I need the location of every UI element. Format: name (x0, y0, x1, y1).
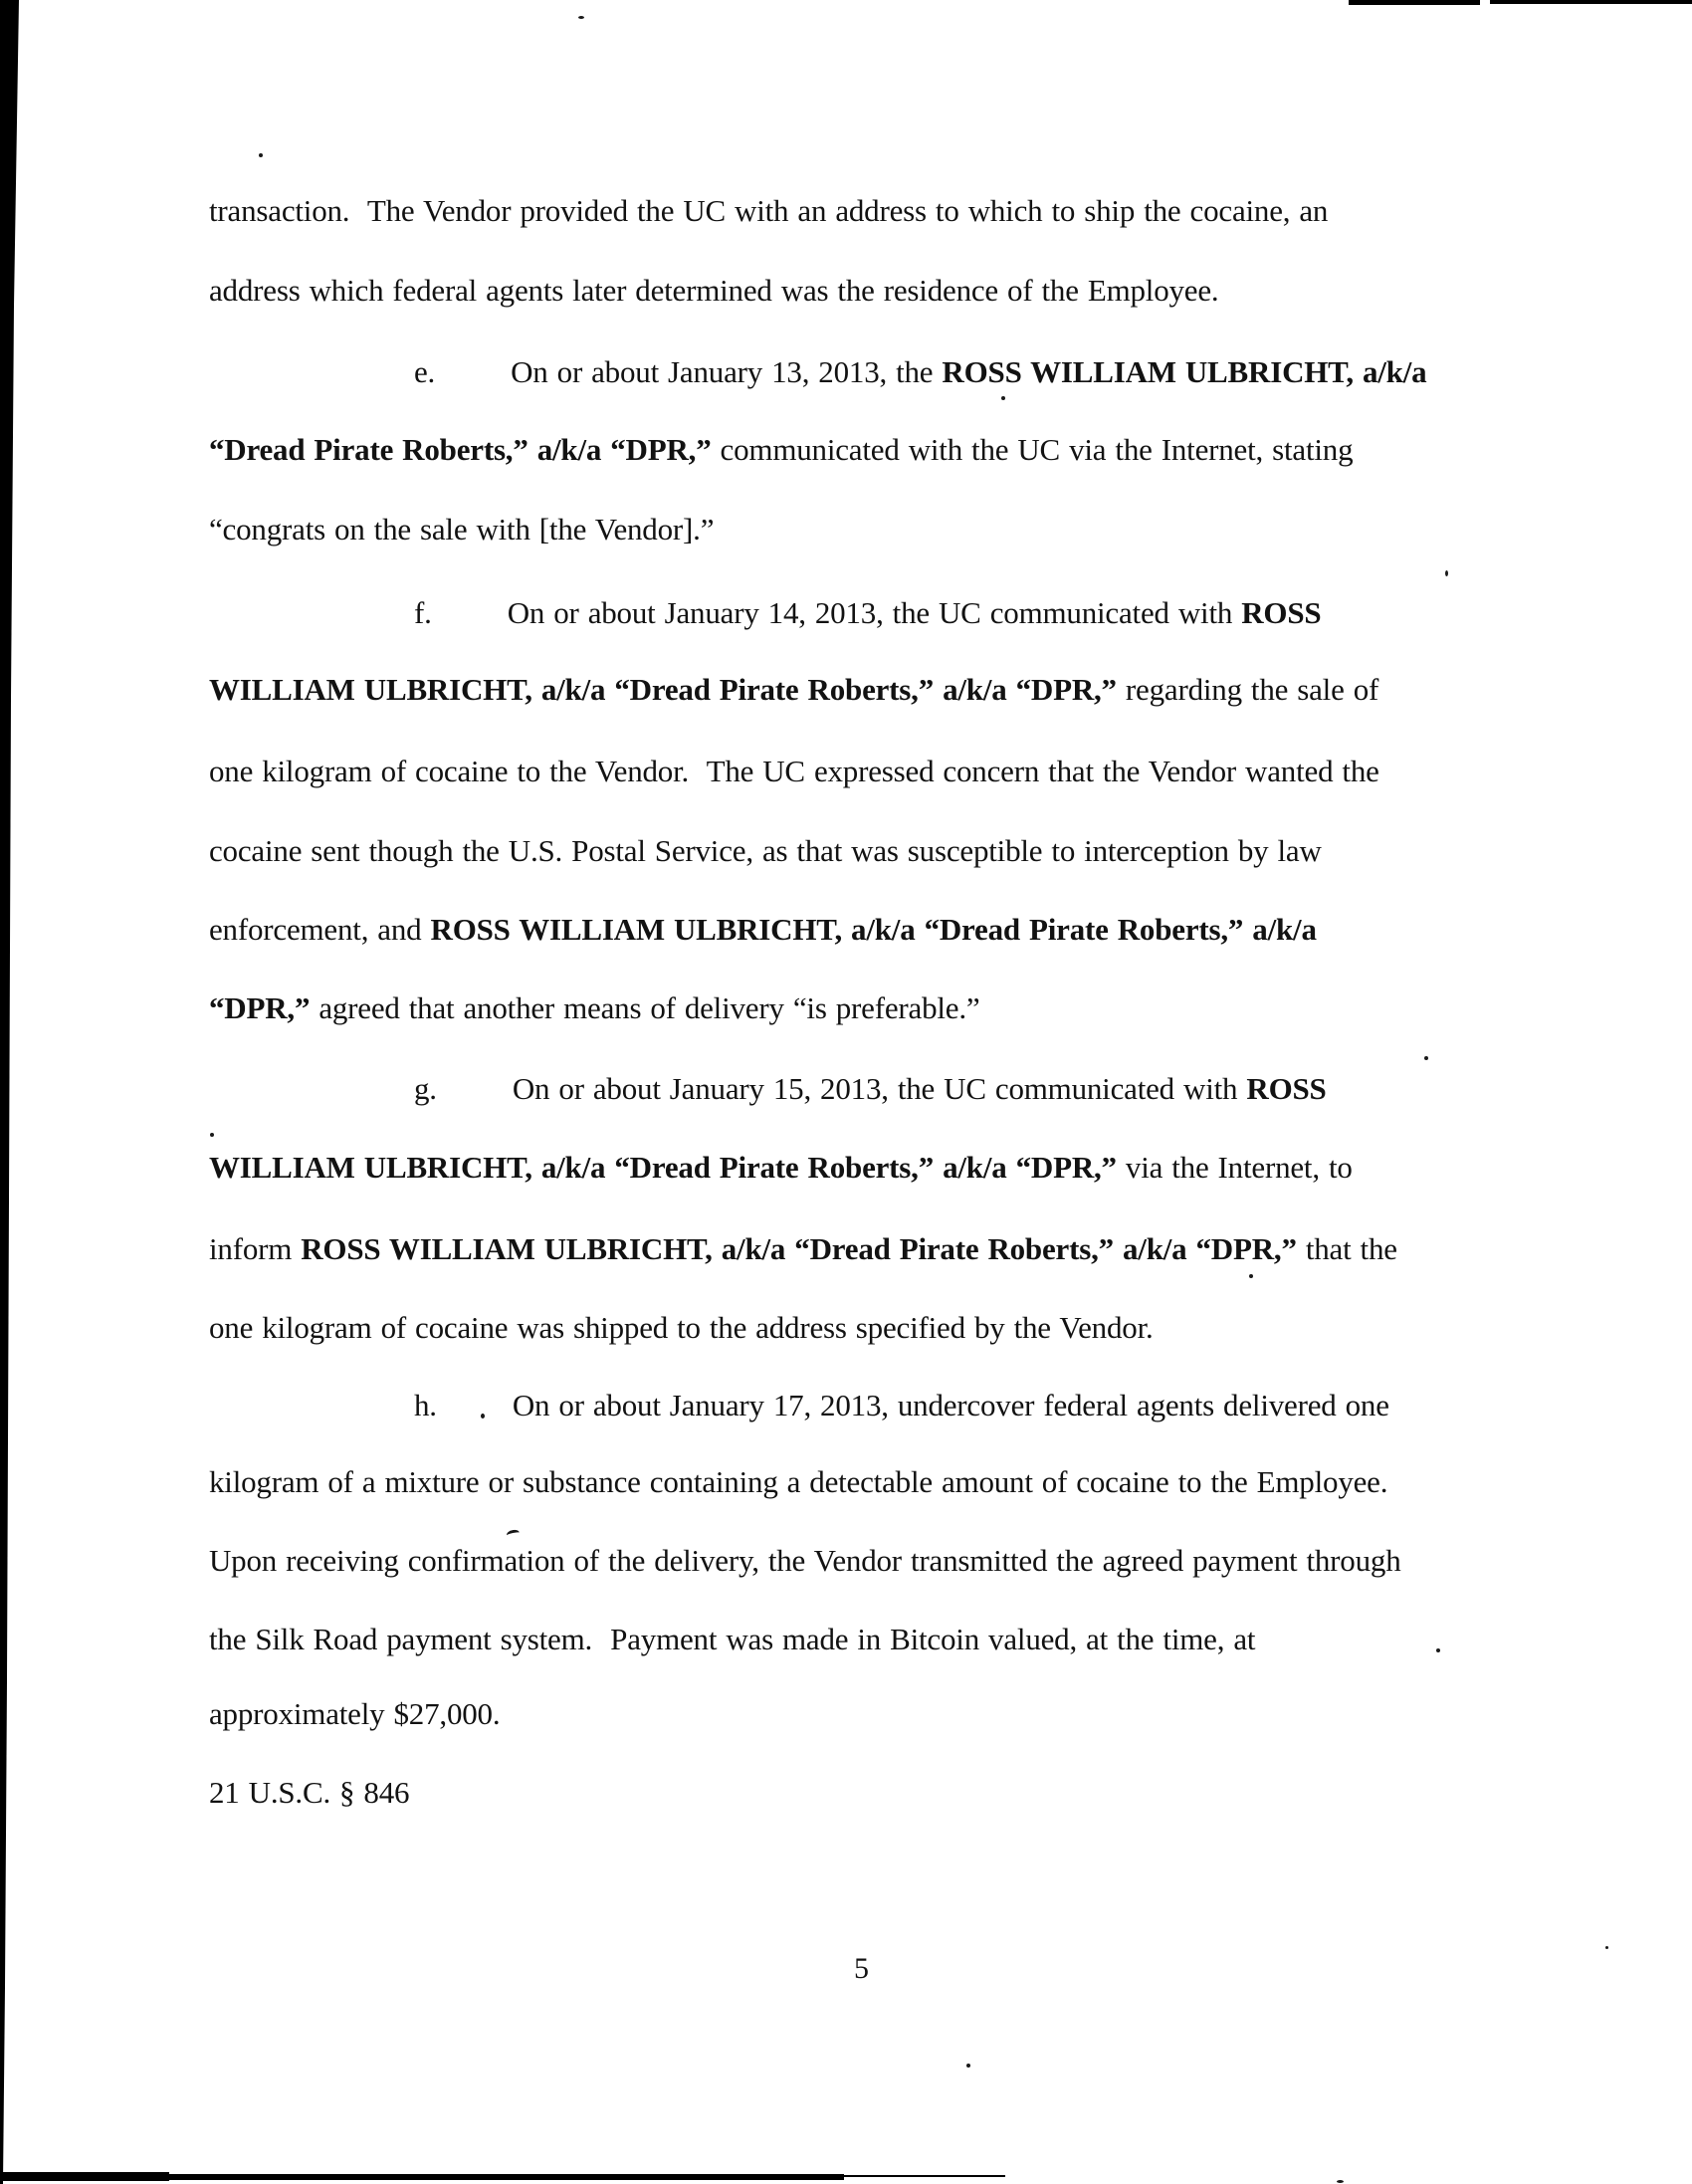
list-letter: f. (414, 595, 432, 630)
document-line-16 (414, 1387, 1389, 1424)
text-run: kilogram of a mixture or substance containing a detectable amount of cocaine to the Employee. (209, 1464, 1388, 1499)
text-run: one kilogram of cocaine was shipped to the address specified by the Vendor. (209, 1310, 1154, 1345)
document-line-18 (209, 1542, 1401, 1580)
scan-speck (210, 1133, 214, 1137)
scan-speck (481, 1414, 485, 1419)
text-run: address which federal agents later determined was the residence of the Employee. (209, 273, 1219, 308)
text-run: “Dread Pirate Roberts,” a/k/a “DPR,” (209, 432, 712, 467)
document-line-1 (209, 192, 1328, 230)
scan-speck (259, 153, 263, 157)
text-run: cocaine sent though the U.S. Postal Service, as that was susceptible to interception by law (209, 833, 1322, 868)
document-line-5 (209, 511, 714, 548)
text-run: ROSS WILLIAM ULBRICHT, a/k/a “Dread Pirate Roberts,” a/k/a (430, 912, 1317, 947)
scan-edge-top-right-bar (1490, 0, 1692, 4)
document-line-12 (414, 1070, 1327, 1108)
text-run: the Silk Road payment system. Payment was made in Bitcoin valued, at the time, at (209, 1622, 1256, 1656)
scan-speck (1605, 1946, 1608, 1949)
text-run: regarding the sale of (1116, 672, 1379, 707)
text-run: 21 U.S.C. § 846 (209, 1775, 410, 1810)
document-line-14 (209, 1230, 1397, 1268)
document-line-2 (209, 272, 1218, 310)
text-run: Upon receiving confirmation of the delivery, the Vendor transmitted the agreed payment through (209, 1543, 1401, 1578)
scan-speck (506, 1529, 520, 1540)
scan-speck (1436, 1648, 1440, 1652)
document-line-13 (209, 1149, 1353, 1187)
scan-speck (1337, 2180, 1344, 2183)
text-run: ROSS WILLIAM ULBRICHT, a/k/a “Dread Pirate Roberts,” a/k/a “DPR,” (301, 1231, 1297, 1266)
text-run: WILLIAM ULBRICHT, a/k/a “Dread Pirate Roberts,” a/k/a “DPR,” (209, 1150, 1117, 1185)
text-run: approximately $27,000. (209, 1696, 501, 1731)
text-run: On or about January 13, 2013, the (511, 354, 943, 389)
text-run: ROSS (1241, 595, 1322, 630)
document-line-6 (414, 594, 1321, 632)
scan-speck (1445, 570, 1448, 576)
scan-edge-left-bar (0, 0, 20, 2184)
scan-speck (1249, 1274, 1253, 1278)
list-letter: e. (414, 354, 436, 389)
text-run: WILLIAM ULBRICHT, a/k/a “Dread Pirate Roberts,” a/k/a “DPR,” (209, 672, 1117, 707)
text-run: enforcement, and (209, 912, 431, 947)
document-line-20 (209, 1695, 500, 1733)
document-line-15 (209, 1309, 1154, 1347)
document-line-10 (209, 911, 1317, 949)
text-run: communicated with the UC via the Internet, stating (711, 432, 1354, 467)
document-line-17 (209, 1463, 1387, 1501)
text-run: that the (1296, 1231, 1397, 1266)
text-run: agreed that another means of delivery “is preferable.” (310, 990, 980, 1025)
document-line-8 (209, 753, 1379, 790)
document-line-4 (209, 431, 1353, 469)
list-letter: h. (414, 1388, 437, 1422)
scan-edge-bottom-bar (844, 2175, 1005, 2177)
scan-speck (578, 16, 584, 19)
scan-edge-bottom-bar (0, 2174, 844, 2180)
text-run: transaction. The Vendor provided the UC with an address to which to ship the cocaine, an (209, 193, 1329, 228)
document-line-3 (414, 353, 1426, 391)
text-run: On or about January 17, 2013, undercover federal agents delivered one (512, 1388, 1389, 1422)
text-run: “congrats on the sale with [the Vendor].” (209, 512, 715, 546)
text-run: On or about January 15, 2013, the UC communicated with (512, 1071, 1247, 1106)
page-number: 5 (854, 1952, 869, 1985)
list-letter: g. (414, 1071, 437, 1106)
scan-edge-top-right-bar (1349, 0, 1480, 5)
text-run: inform (209, 1231, 302, 1266)
text-run: ROSS (1246, 1071, 1327, 1106)
document-line-7 (209, 671, 1378, 709)
scan-speck (1001, 396, 1005, 400)
text-run: On or about January 14, 2013, the UC communicated with (507, 595, 1242, 630)
text-run: ROSS WILLIAM ULBRICHT, a/k/a (942, 354, 1427, 389)
scan-speck (1424, 1056, 1428, 1060)
text-run: “DPR,” (209, 990, 311, 1025)
text-run: via the Internet, to (1116, 1150, 1353, 1185)
text-run: one kilogram of cocaine to the Vendor. The UC expressed concern that the Vendor wanted the (209, 754, 1379, 788)
scan-speck (966, 2064, 970, 2068)
document-line-19 (209, 1621, 1255, 1658)
document-line-11 (209, 989, 979, 1027)
document-line-9 (209, 832, 1322, 870)
document-line-21 (209, 1774, 409, 1812)
